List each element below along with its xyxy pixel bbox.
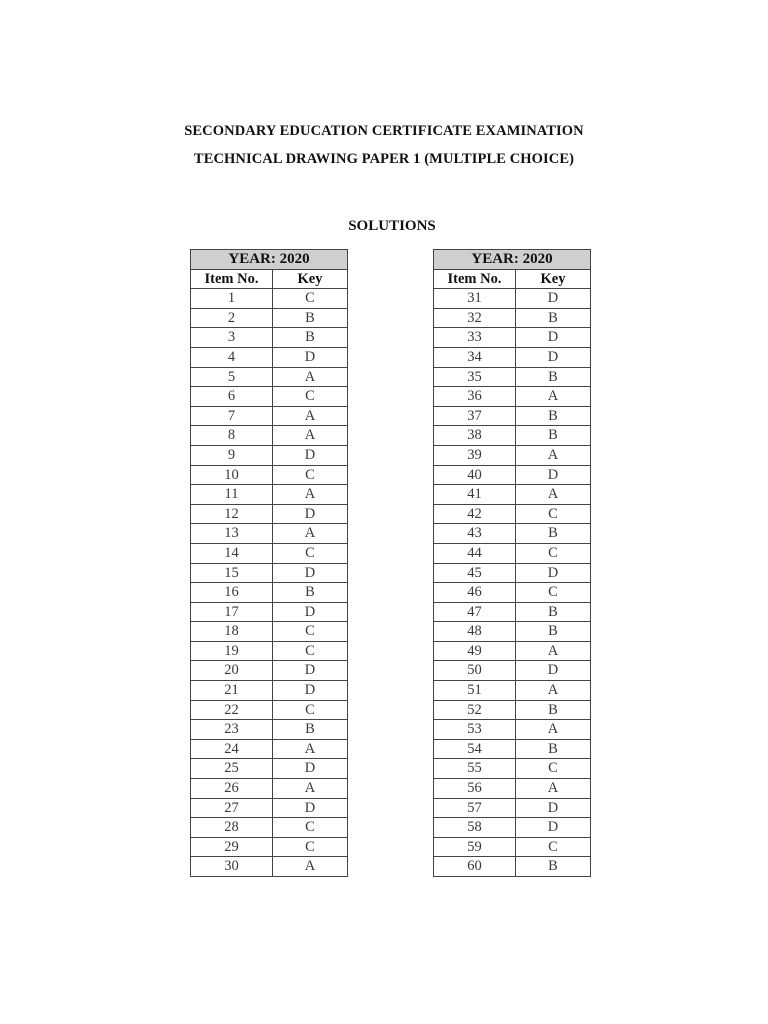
table-row [434,720,591,740]
answer-key-cell: C [516,504,591,524]
item-number-cell: 16 [191,583,273,603]
table-row [434,759,591,779]
answer-key-cell: D [273,347,348,367]
answer-key-cell: D [273,563,348,583]
item-number-cell: 50 [434,661,516,681]
table-row [434,739,591,759]
answer-key-cell: C [273,641,348,661]
item-number-cell: 35 [434,367,516,387]
item-no-header: Item No. [434,269,516,289]
item-number-cell: 36 [434,387,516,407]
item-number-cell: 60 [434,857,516,877]
table-row [434,426,591,446]
table-row [434,465,591,485]
answer-key-cell: B [273,720,348,740]
table-row [434,857,591,877]
table-row [191,543,348,563]
table-row [434,641,591,661]
answer-key-cell: C [273,622,348,642]
item-number-cell: 19 [191,641,273,661]
table-row [191,798,348,818]
answer-key-cell: B [516,602,591,622]
answer-key-cell: D [516,798,591,818]
item-number-cell: 51 [434,681,516,701]
table-row [434,543,591,563]
answer-key-cell: D [273,798,348,818]
answer-key-cell: B [273,308,348,328]
table-row [434,818,591,838]
table-row [191,445,348,465]
answer-table-right [433,249,591,877]
table-row [434,406,591,426]
answer-key-cell: A [516,387,591,407]
table-row [191,641,348,661]
item-number-cell: 26 [191,779,273,799]
table-row [191,837,348,857]
table-row [191,583,348,603]
item-number-cell: 55 [434,759,516,779]
table-row [191,681,348,701]
item-number-cell: 58 [434,818,516,838]
item-number-cell: 37 [434,406,516,426]
answer-key-cell: D [273,681,348,701]
answer-key-cell: A [273,524,348,544]
table-row [434,661,591,681]
answer-key-cell: A [273,857,348,877]
answer-key-cell: C [273,465,348,485]
table-row [434,563,591,583]
key-header: Key [273,269,348,289]
item-number-cell: 47 [434,602,516,622]
key-header: Key [516,269,591,289]
answer-key-cell: B [516,308,591,328]
item-number-cell: 27 [191,798,273,818]
answer-key-cell: D [516,661,591,681]
table-row [434,583,591,603]
answer-key-cell: C [516,837,591,857]
table-year-row [434,250,591,270]
table-row [434,328,591,348]
table-row [191,406,348,426]
table-row [191,504,348,524]
table-row [434,622,591,642]
answer-key-cell: C [273,289,348,309]
item-number-cell: 15 [191,563,273,583]
table-row [191,602,348,622]
item-number-cell: 24 [191,739,273,759]
table-row [434,387,591,407]
item-number-cell: 45 [434,563,516,583]
answer-key-cell: A [273,485,348,505]
answer-table-left [190,249,348,877]
answer-key-cell: D [273,602,348,622]
item-number-cell: 56 [434,779,516,799]
year-label: YEAR: 2020 [191,250,348,270]
document-subtitle: TECHNICAL DRAWING PAPER 1 (MULTIPLE CHOICE) [193,151,575,167]
item-number-cell: 49 [434,641,516,661]
answer-key-cell: C [516,583,591,603]
item-number-cell: 46 [434,583,516,603]
table-row [434,779,591,799]
table-body [434,289,591,877]
item-number-cell: 33 [434,328,516,348]
table-row [434,445,591,465]
table-row [434,700,591,720]
answer-key-cell: C [273,387,348,407]
item-number-cell: 13 [191,524,273,544]
table-row [434,602,591,622]
answer-key-cell: B [516,406,591,426]
answer-key-cell: D [516,818,591,838]
table-body [191,289,348,877]
answer-key-cell: A [273,779,348,799]
item-number-cell: 43 [434,524,516,544]
solutions-heading: SOLUTIONS [348,218,436,234]
table-row [191,308,348,328]
year-label: YEAR: 2020 [434,250,591,270]
item-number-cell: 6 [191,387,273,407]
table-row [191,779,348,799]
item-number-cell: 11 [191,485,273,505]
item-number-cell: 32 [434,308,516,328]
answer-key-cell: C [273,818,348,838]
item-number-cell: 5 [191,367,273,387]
item-number-cell: 38 [434,426,516,446]
table-header-row [434,269,591,289]
answer-key-cell: B [516,700,591,720]
answer-key-cell: C [516,543,591,563]
table-year-row [191,250,348,270]
table-row [191,524,348,544]
answer-key-cell: A [273,739,348,759]
item-number-cell: 14 [191,543,273,563]
item-number-cell: 7 [191,406,273,426]
answer-key-cell: D [516,328,591,348]
item-number-cell: 42 [434,504,516,524]
answer-key-cell: D [516,347,591,367]
answer-key-cell: D [273,759,348,779]
table-row [191,347,348,367]
table-row [191,622,348,642]
table-row [191,485,348,505]
table-row [434,308,591,328]
table-row [434,504,591,524]
answer-key-cell: D [273,445,348,465]
table-row [191,465,348,485]
answer-key-cell: B [516,367,591,387]
item-number-cell: 10 [191,465,273,485]
answer-key-cell: B [516,622,591,642]
table-row [434,524,591,544]
table-row [434,289,591,309]
item-number-cell: 2 [191,308,273,328]
table-row [191,759,348,779]
table-row [191,387,348,407]
table-row [191,700,348,720]
item-no-header: Item No. [191,269,273,289]
item-number-cell: 8 [191,426,273,446]
table-row [191,661,348,681]
item-number-cell: 17 [191,602,273,622]
item-number-cell: 29 [191,837,273,857]
item-number-cell: 40 [434,465,516,485]
table-row [191,367,348,387]
table-row [191,818,348,838]
item-number-cell: 34 [434,347,516,367]
answer-key-cell: C [273,543,348,563]
item-number-cell: 39 [434,445,516,465]
answer-key-cell: B [273,328,348,348]
answer-key-cell: A [516,779,591,799]
answer-key-cell: D [516,465,591,485]
item-number-cell: 23 [191,720,273,740]
item-number-cell: 20 [191,661,273,681]
table-row [434,837,591,857]
item-number-cell: 18 [191,622,273,642]
answer-key-cell: C [273,700,348,720]
item-number-cell: 59 [434,837,516,857]
table-row [434,347,591,367]
item-number-cell: 54 [434,739,516,759]
table-row [434,681,591,701]
answer-key-cell: D [516,563,591,583]
table-row [434,798,591,818]
table-header-row [191,269,348,289]
answer-key-cell: A [516,485,591,505]
item-number-cell: 28 [191,818,273,838]
item-number-cell: 57 [434,798,516,818]
answer-key-cell: A [516,720,591,740]
answer-key-cell: D [516,289,591,309]
item-number-cell: 48 [434,622,516,642]
answer-key-cell: C [273,837,348,857]
item-number-cell: 41 [434,485,516,505]
item-number-cell: 53 [434,720,516,740]
item-number-cell: 25 [191,759,273,779]
item-number-cell: 1 [191,289,273,309]
item-number-cell: 44 [434,543,516,563]
item-number-cell: 12 [191,504,273,524]
item-number-cell: 3 [191,328,273,348]
item-number-cell: 31 [434,289,516,309]
answer-key-cell: D [273,661,348,681]
answer-key-cell: B [516,739,591,759]
table-row [191,289,348,309]
table-row [434,485,591,505]
table-row [191,426,348,446]
item-number-cell: 21 [191,681,273,701]
document-title: SECONDARY EDUCATION CERTIFICATE EXAMINATION [184,123,584,139]
item-number-cell: 52 [434,700,516,720]
item-number-cell: 22 [191,700,273,720]
answer-key-cell: B [516,857,591,877]
answer-key-cell: A [516,641,591,661]
answer-key-cell: B [273,583,348,603]
table-row [434,367,591,387]
item-number-cell: 4 [191,347,273,367]
table-row [191,720,348,740]
answer-key-cell: A [516,681,591,701]
table-row [191,739,348,759]
item-number-cell: 9 [191,445,273,465]
item-number-cell: 30 [191,857,273,877]
answer-key-cell: A [273,367,348,387]
answer-key-cell: A [516,445,591,465]
answer-key-cell: A [273,426,348,446]
answer-key-cell: A [273,406,348,426]
table-row [191,563,348,583]
answer-key-cell: B [516,524,591,544]
answer-key-cell: D [273,504,348,524]
table-row [191,328,348,348]
answer-key-cell: B [516,426,591,446]
answer-key-cell: C [516,759,591,779]
table-row [191,857,348,877]
